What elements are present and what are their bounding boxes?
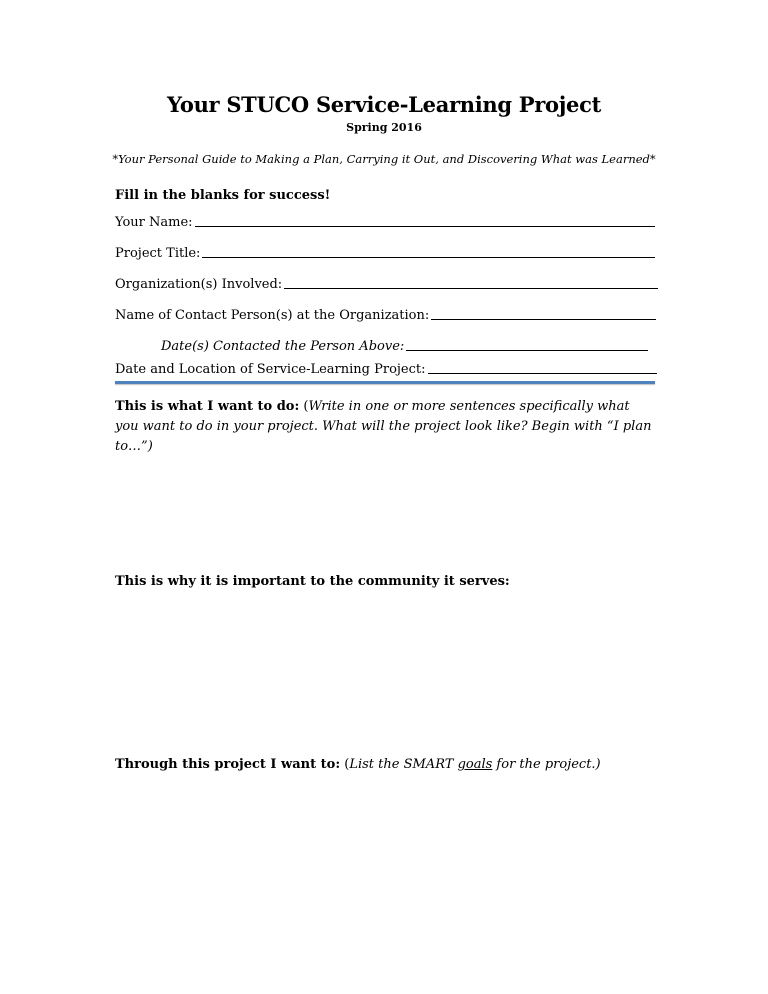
page-title: Your STUCO Service-Learning Project: [167, 92, 601, 117]
contact-person-blank[interactable]: [431, 305, 656, 320]
page-subtitle: Spring 2016: [346, 121, 422, 134]
want-to-do-instruction: Write in one or more sentences specifically what you want to do in your project. What will the project look like? Begin with “I plan to…”): [115, 399, 652, 454]
date-location-blank[interactable]: [428, 359, 657, 374]
date-location-field[interactable]: [115, 357, 657, 377]
why-important-heading: This is why it is important to the community it serves:: [115, 574, 510, 589]
project-title-field[interactable]: [115, 241, 655, 261]
organizations-label: Organization(s) Involved:: [115, 277, 283, 292]
organizations-field[interactable]: [115, 272, 658, 292]
why-important-section: [115, 572, 655, 592]
through-project-instruction-after: for the project.): [492, 757, 601, 772]
want-to-do-heading: This is what I want to do:: [115, 399, 300, 414]
section-divider: [115, 381, 655, 384]
dates-contacted-blank[interactable]: [406, 336, 648, 351]
contact-person-field[interactable]: [115, 303, 656, 323]
through-project-open-paren: (: [344, 757, 350, 772]
date-location-label: Date and Location of Service-Learning Project:: [115, 362, 426, 377]
goals-word: goals: [457, 757, 493, 772]
through-project-instruction-before: List the SMART: [349, 757, 458, 772]
dates-contacted-field[interactable]: [161, 334, 648, 354]
dates-contacted-label: Date(s) Contacted the Person Above:: [161, 339, 405, 354]
fill-in-heading: Fill in the blanks for success!: [115, 188, 331, 203]
want-to-do-section: [115, 397, 655, 457]
guide-tagline: *Your Personal Guide to Making a Plan, Carrying it Out, and Discovering What was Learned*: [112, 152, 656, 166]
through-project-section: [115, 755, 655, 775]
your-name-label: Your Name:: [115, 215, 193, 230]
project-title-label: Project Title:: [115, 246, 201, 261]
organizations-blank[interactable]: [284, 274, 658, 289]
contact-person-label: Name of Contact Person(s) at the Organization:: [115, 308, 430, 323]
project-title-blank[interactable]: [202, 243, 655, 258]
your-name-field[interactable]: [115, 210, 655, 230]
want-to-do-open-paren: (: [303, 399, 309, 414]
your-name-blank[interactable]: [195, 212, 655, 227]
through-project-heading: Through this project I want to:: [115, 757, 341, 772]
